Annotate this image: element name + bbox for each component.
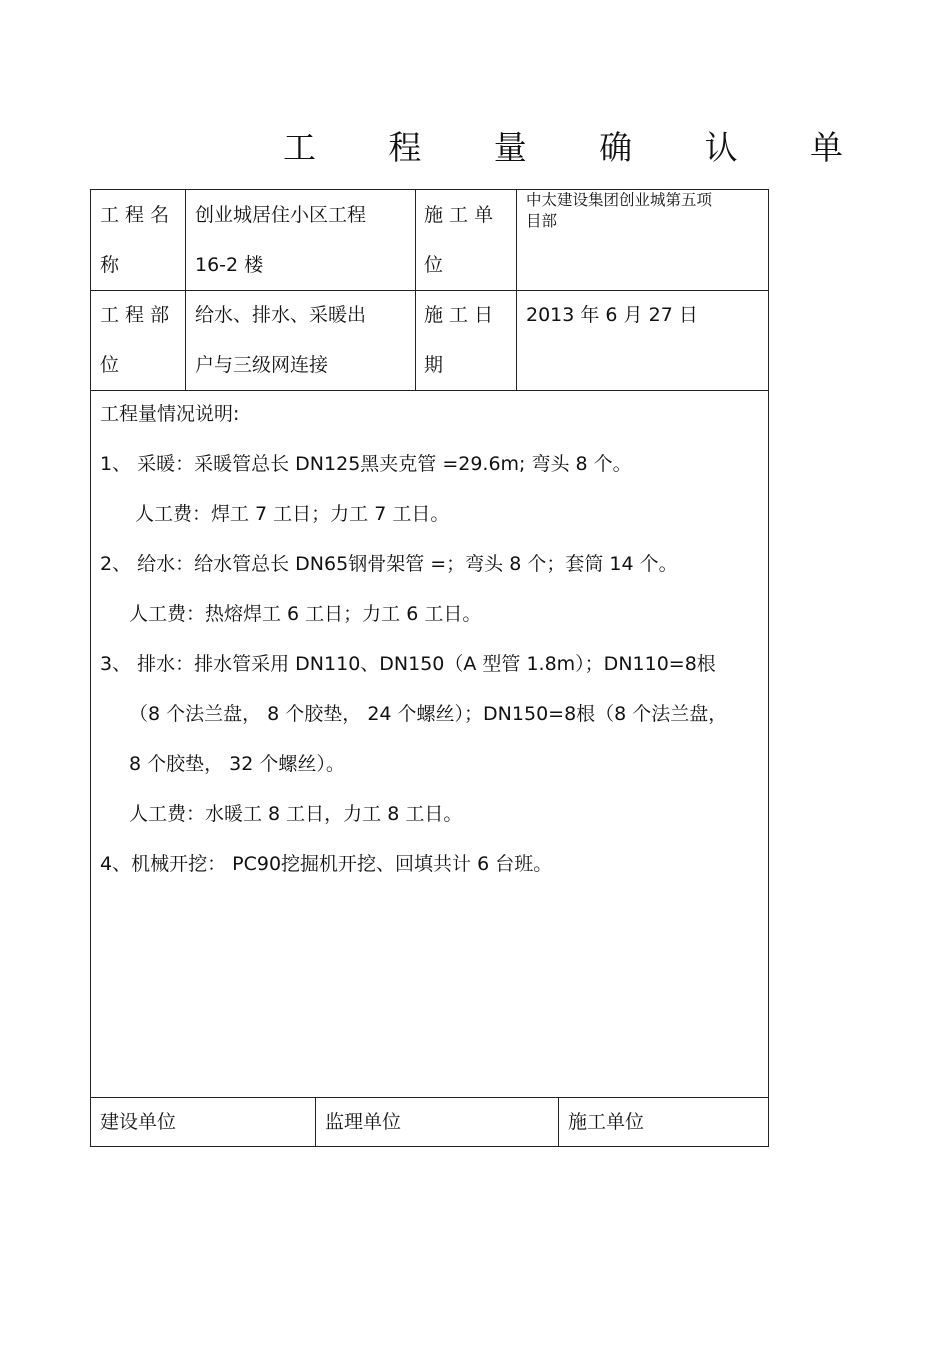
title-char: 程 <box>388 128 422 167</box>
construction-date-value: 2013 年 6 月 27 日 <box>526 304 698 326</box>
content-line: 人工费：焊工 7 工日；力工 7 工日。 <box>135 503 450 525</box>
col-divider <box>185 190 186 390</box>
col-divider <box>558 1097 559 1147</box>
title-char: 工 <box>283 128 316 167</box>
col-divider <box>315 1097 316 1147</box>
title-char: 确 <box>599 128 633 167</box>
row-divider <box>91 390 768 391</box>
content-line: 人工费：水暖工 8 工日，力工 8 工日。 <box>129 803 463 825</box>
owner-signature-label: 建设单位 <box>100 1111 177 1133</box>
row-divider <box>91 1097 768 1098</box>
content-line: 2、 给水：给水管总长 DN65钢骨架管 =；弯头 8 个；套筒 14 个。 <box>100 553 678 575</box>
supervisor-signature-label: 监理单位 <box>325 1111 402 1133</box>
contractor-value: 中太建设集团创业城第五项 目部 <box>526 191 713 230</box>
title-char: 认 <box>704 128 738 167</box>
col-divider <box>415 190 416 390</box>
content-line: （8 个法兰盘， 8 个胶垫， 24 个螺丝）；DN150=8根（8 个法兰盘， <box>129 703 728 725</box>
contractor-label: 施 工 单 位 <box>424 204 494 276</box>
project-part-label: 工 程 部 位 <box>100 304 170 376</box>
content-line: 1、 采暖：采暖管总长 DN125黑夹克管 =29.6m; 弯头 8 个。 <box>100 453 632 475</box>
content-line: 人工费：热熔焊工 6 工日；力工 6 工日。 <box>129 603 482 625</box>
project-name-label: 工 程 名 称 <box>100 204 170 276</box>
col-divider <box>516 190 517 390</box>
confirmation-table <box>90 189 769 1147</box>
content-line: 3、 排水：排水管采用 DN110、DN150（A 型管 1.8m）；DN110=8根 <box>100 653 716 675</box>
content-line: 8 个胶垫， 32 个螺丝）。 <box>129 753 345 775</box>
title-char: 量 <box>493 128 527 167</box>
content-heading: 工程量情况说明: <box>100 403 240 425</box>
page-title <box>283 122 843 172</box>
content-line: 4、机械开挖： PC90挖掘机开挖、回填共计 6 台班。 <box>100 853 553 875</box>
project-part-value: 给水、排水、采暖出 户与三级网连接 <box>195 304 367 376</box>
contractor-signature-label: 施工单位 <box>568 1111 645 1133</box>
title-char: 单 <box>809 128 843 167</box>
construction-date-label: 施 工 日 期 <box>424 304 494 376</box>
project-name-value: 创业城居住小区工程 16-2 楼 <box>195 204 367 276</box>
